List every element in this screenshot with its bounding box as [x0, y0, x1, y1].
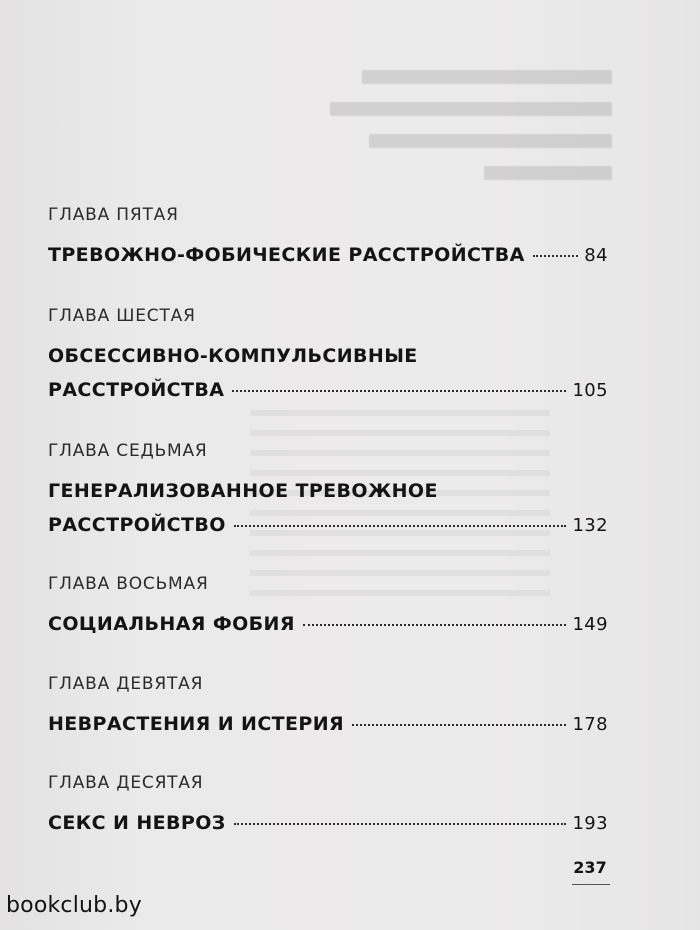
chapter-label: ГЛАВА СЕДЬМАЯ: [48, 441, 208, 461]
chapter-title-line-2: [48, 373, 608, 408]
dot-leader: [234, 823, 567, 825]
chapter-label: ГЛАВА ПЯТАЯ: [48, 205, 179, 225]
folio-rule: [572, 884, 610, 885]
bleed-through-text: [292, 70, 612, 198]
dot-leader: [352, 724, 566, 726]
toc-entry-chapter-6: [48, 305, 608, 408]
page-number: 105: [572, 380, 608, 401]
dot-leader: [232, 390, 566, 392]
chapter-label: ГЛАВА ДЕВЯТАЯ: [48, 674, 204, 694]
chapter-title-line: [48, 806, 608, 841]
chapter-title-line: [48, 707, 608, 742]
page-number: 149: [572, 614, 608, 635]
dot-leader: [303, 624, 567, 626]
chapter-title-line: [48, 607, 608, 642]
chapter-title-line-1: ОБСЕССИВНО-КОМПУЛЬСИВНЫЕ: [48, 345, 418, 367]
watermark: bookclub.by: [6, 893, 142, 918]
dot-leader: [234, 525, 567, 527]
chapter-title: СОЦИАЛЬНАЯ ФОБИЯ: [48, 613, 295, 635]
toc-entry-chapter-10: [48, 772, 608, 841]
toc-entry-chapter-7: [48, 440, 608, 543]
toc-entry-chapter-9: [48, 673, 608, 742]
chapter-title-line-1: ГЕНЕРАЛИЗОВАННОЕ ТРЕВОЖНОЕ: [48, 480, 438, 502]
chapter-title: НЕВРАСТЕНИЯ И ИСТЕРИЯ: [48, 713, 345, 735]
chapter-label: ГЛАВА ВОСЬМАЯ: [48, 574, 209, 594]
toc-entry-chapter-5: [48, 204, 608, 273]
page-number: 178: [572, 714, 608, 735]
page-number: 132: [572, 515, 608, 536]
chapter-label: ГЛАВА ДЕСЯТАЯ: [48, 773, 204, 793]
dot-leader: [533, 255, 579, 257]
toc-entry-chapter-8: [48, 573, 608, 642]
chapter-title: РАССТРОЙСТВА: [48, 379, 225, 401]
page-number: 84: [584, 245, 608, 266]
chapter-title-line: [48, 238, 608, 273]
chapter-title: ТРЕВОЖНО-ФОБИЧЕСКИЕ РАССТРОЙСТВА: [48, 244, 525, 266]
chapter-label: ГЛАВА ШЕСТАЯ: [48, 306, 196, 326]
chapter-title: РАССТРОЙСТВО: [48, 514, 226, 536]
folio-page-number: 237: [573, 858, 607, 877]
chapter-title-line-2: [48, 508, 608, 543]
page-number: 193: [572, 813, 608, 834]
chapter-title: СЕКС И НЕВРОЗ: [48, 812, 226, 834]
